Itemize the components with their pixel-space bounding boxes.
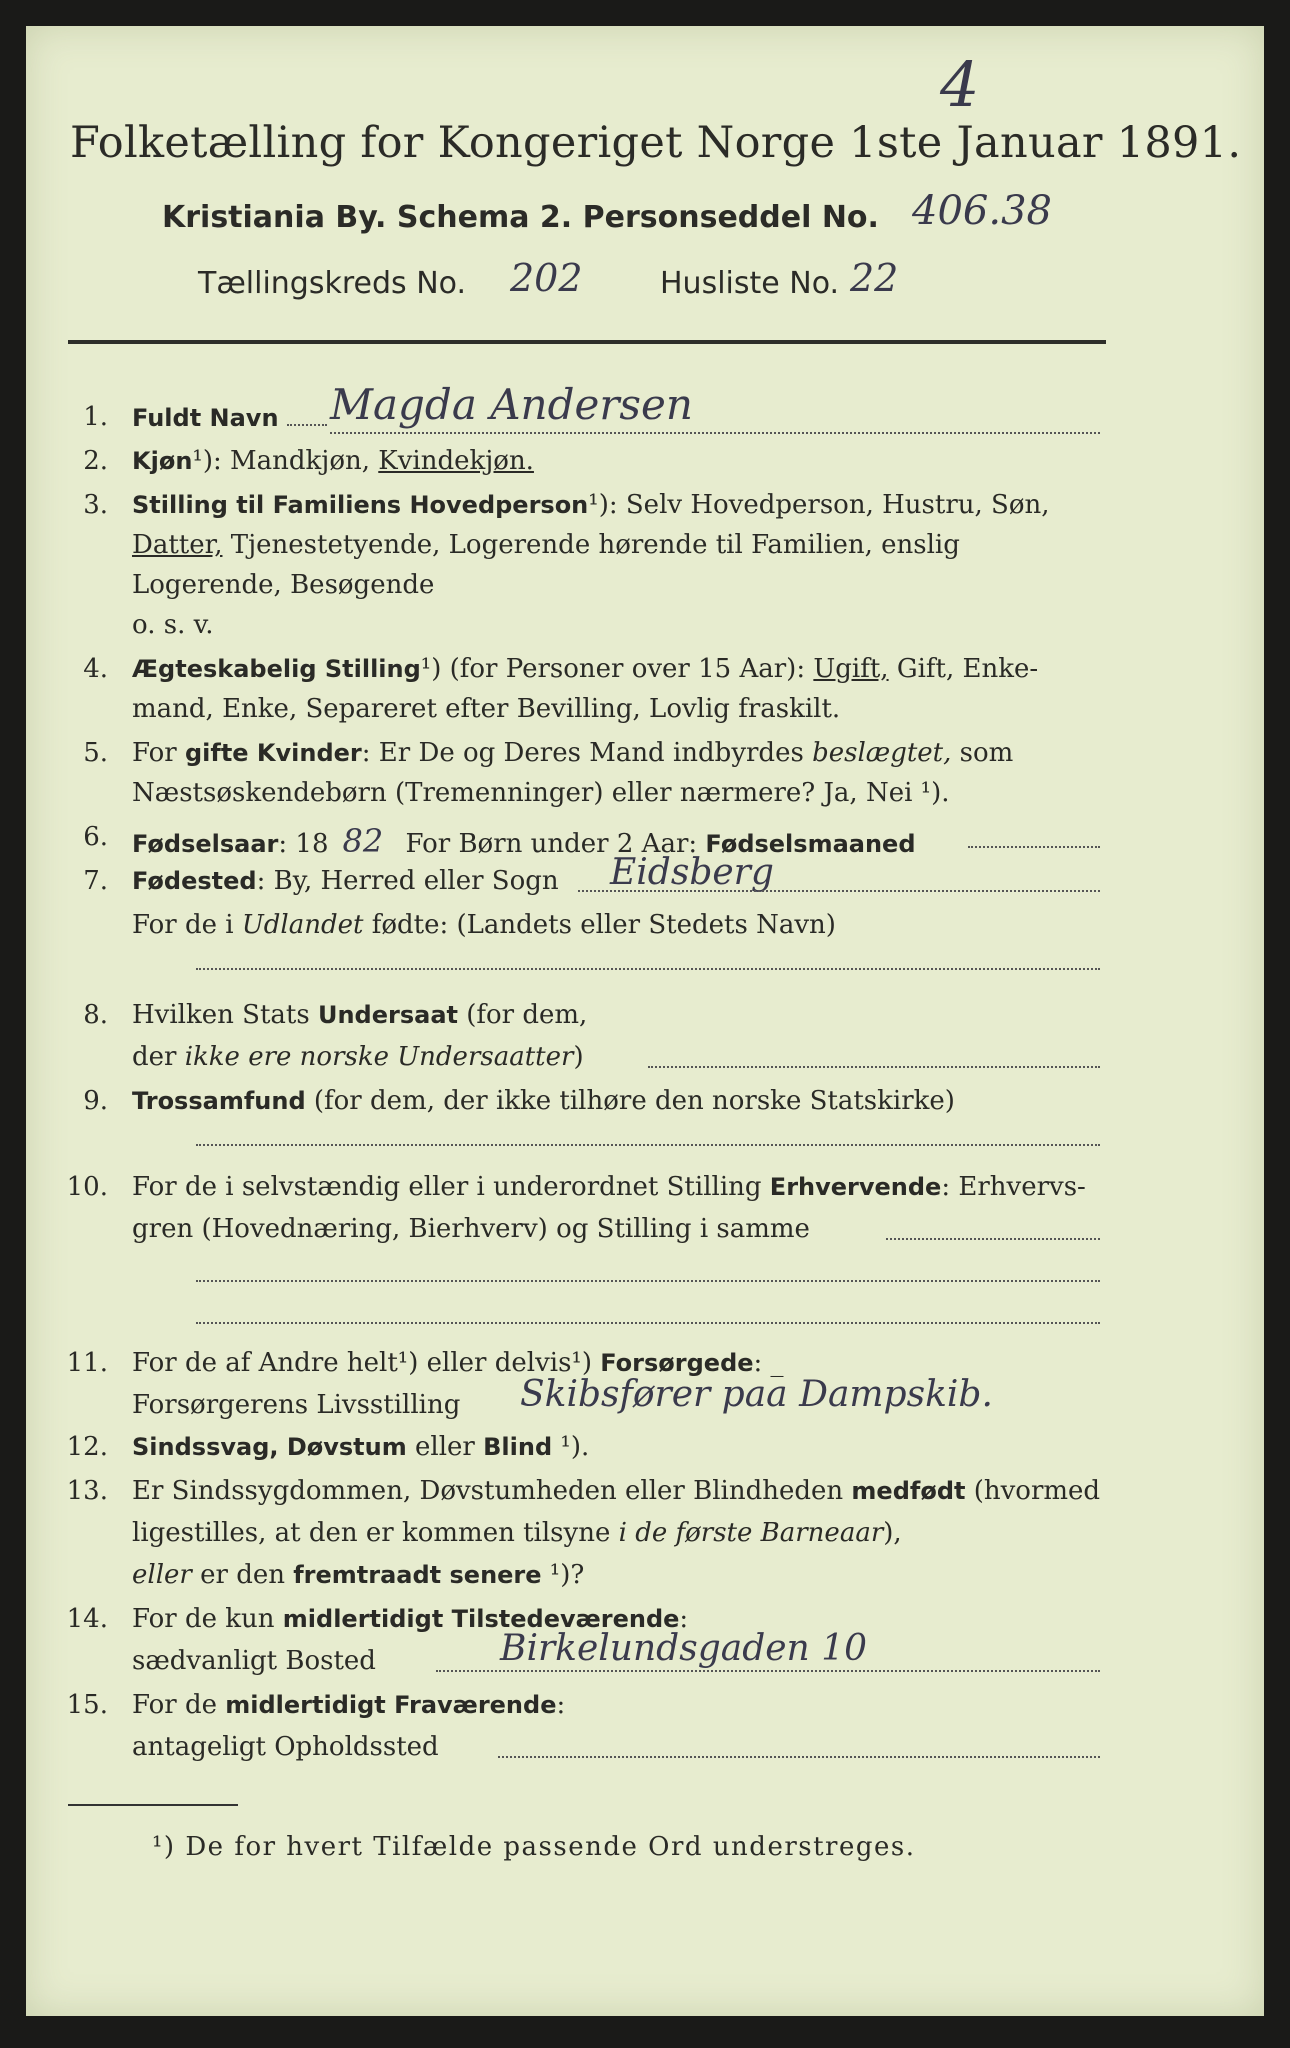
footnote: ¹) De for hvert Tilfælde passende Ord understreges.	[152, 1832, 916, 1862]
footnote-divider	[68, 1804, 238, 1806]
krets-number: 202	[510, 256, 583, 300]
selected-option: Datter,	[132, 530, 223, 560]
answer-birthplace: Eidsberg	[610, 852, 774, 893]
page-number-mark: 4	[940, 48, 980, 121]
answer-full-name: Magda Andersen	[330, 380, 693, 429]
husliste-number: 22	[850, 256, 899, 300]
answer-birth-year: 82	[342, 822, 384, 860]
husliste-label: Husliste No.	[660, 266, 840, 301]
selected-option: Kvindekjøn.	[378, 446, 534, 476]
answer-supporter-occupation: Skibsfører paa Dampskib.	[520, 1374, 993, 1415]
personseddel-number: 406.38	[912, 188, 1052, 234]
form-title: Folketælling for Kongeriget Norge 1ste Januar 1891.	[70, 118, 1242, 168]
selected-option: Ugift,	[813, 654, 889, 684]
item-label: Fuldt Navn	[132, 404, 279, 432]
krets-label: Tællingskreds No.	[198, 266, 466, 301]
header-divider	[68, 340, 1106, 344]
answer-usual-residence: Birkelundsgaden 10	[500, 1628, 867, 1669]
schema-header: Kristiania By. Schema 2. Personseddel No.	[162, 200, 879, 235]
